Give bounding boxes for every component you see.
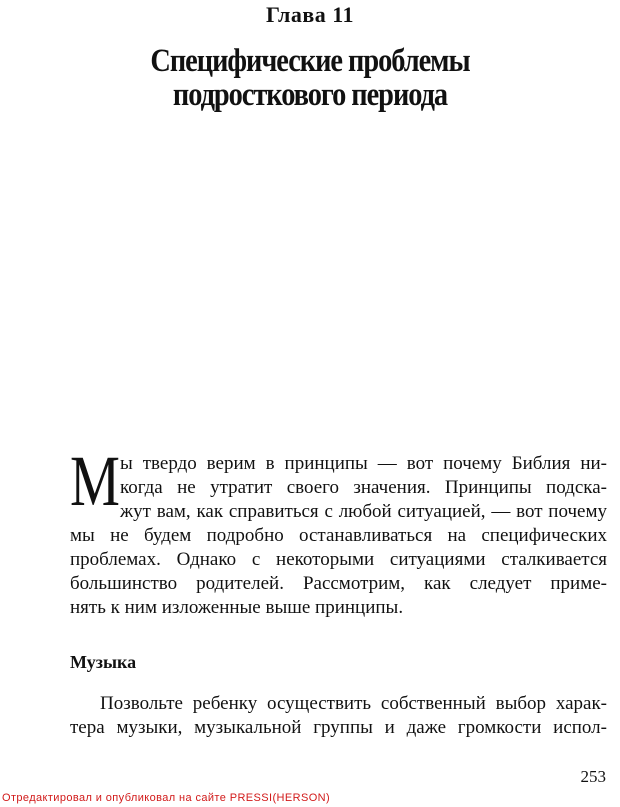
intro-paragraph (70, 441, 607, 620)
drop-cap: М (70, 441, 120, 521)
footer-note: Отредактировал и опубликовал на сайте PRESSI(HERSON) (2, 792, 331, 804)
paragraph-line: жут вам, как справиться с любой ситуацией, — вот почему (120, 501, 607, 522)
section-heading-music: Музыка (70, 652, 137, 672)
chapter-label: Глава 11 (265, 2, 355, 27)
paragraph-line: когда не утратит своего значения. Принципы подска- (120, 477, 607, 498)
chapter-title-line-2: подросткового периода (172, 77, 448, 113)
paragraph-line: тера музыки, музыкальной группы и даже громкости испол- (70, 717, 607, 738)
page-number: 253 (580, 767, 606, 786)
chapter-title (43, 44, 576, 112)
paragraph-line: мы не будем подробно останавливаться на специфических (70, 525, 607, 546)
paragraph-line: Позвольте ребенку осуществить собственный выбор харак- (100, 693, 607, 714)
paragraph-line: нять к ним изложенные выше принципы. (70, 597, 404, 618)
paragraph-line: проблемах. Однако с некоторыми ситуациями сталкивается (70, 549, 607, 570)
chapter-title-line-1: Специфические проблемы (150, 43, 470, 79)
paragraph-line: большинство родителей. Рассмотрим, как следует приме- (70, 573, 607, 594)
paragraph-line: ы твердо верим в принципы — вот почему Библия ни- (120, 453, 607, 474)
music-paragraph (70, 692, 607, 740)
